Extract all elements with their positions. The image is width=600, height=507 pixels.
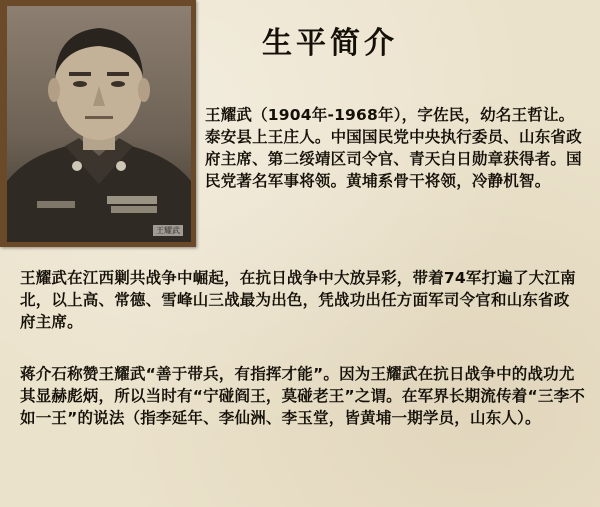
photo-caption: 王耀武	[153, 225, 183, 236]
page-title: 生平简介	[262, 26, 398, 61]
paragraph-career: 王耀武在江西剿共战争中崛起，在抗日战争中大放异彩，带着74军打遍了大江南北，以上高、常德、雪峰山三战最为出色，凭战功出任方面军司令官和山东省政府主席。	[20, 269, 576, 331]
photo-frame	[0, 0, 196, 247]
portrait-photo	[7, 6, 191, 242]
portrait-icon	[7, 6, 191, 242]
paragraph-praise: 蒋介石称赞王耀武“善于带兵，有指挥才能”。因为王耀武在抗日战争中的战功尤其显赫彪炳，所以当时有“宁碰阎王，莫碰老王”之谓。在军界长期流传着“三李不如一王”的说法（指李延年、李仙洲、李玉堂，皆黄埔一期学员，山东人）。	[20, 365, 585, 427]
paragraph-intro: 王耀武（1904年-1968年），字佐民，幼名王哲让。泰安县上王庄人。中国国民党中央执行委员、山东省政府主席、第二绥靖区司令官、青天白日勋章获得者。国民党著名军事将领。黄埔系骨干将领，冷静机智。	[205, 106, 582, 190]
